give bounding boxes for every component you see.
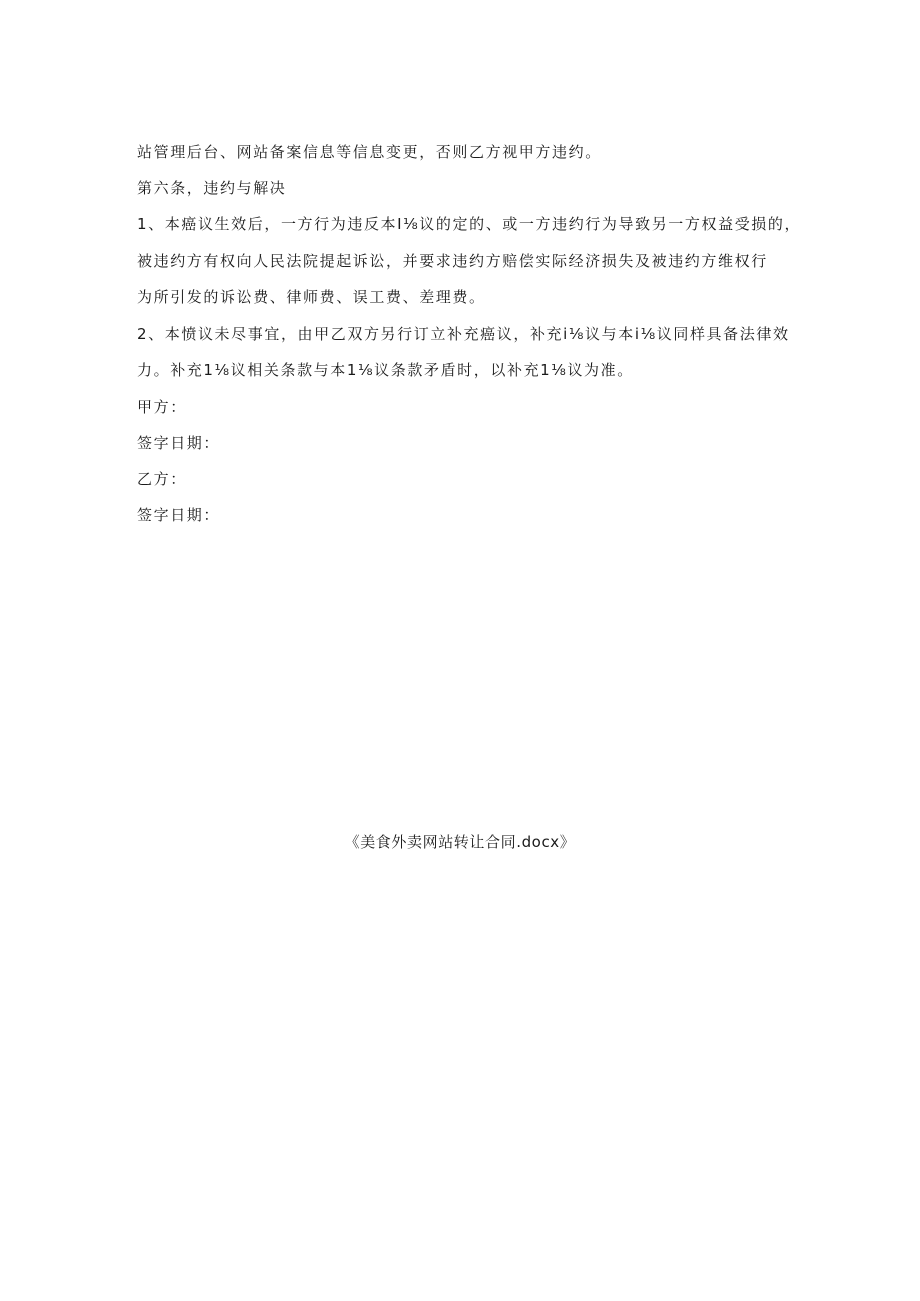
clause-2-line-2: 力。补充1⅛议相关条款与本1⅛议条款矛盾时，以补充1⅛议为准。 (137, 361, 634, 379)
document-body (137, 134, 802, 533)
party-b-label: 乙方： (137, 469, 187, 488)
text-line-intro: 站管理后台、网站备案信息等信息变更，否则乙方视甲方违约。 (137, 143, 602, 161)
document-footer-filename: 《美食外卖网站转让合同.docx》 (344, 833, 576, 851)
clause-2-line-1: 2、本愤议未尽事宜，由甲乙双方另行订立补充癌议，补充i⅛议与本i⅛议同样具备法律效 (137, 324, 790, 343)
party-a-label: 甲方： (137, 397, 187, 416)
clause-1-line-3: 为所引发的诉讼费、律师费、误工费、差理费。 (137, 288, 486, 306)
clause-2 (137, 316, 792, 389)
party-b-sign-date-label: 签字日期： (137, 505, 221, 524)
clause-1 (137, 206, 802, 316)
clause-1-line-2: 被违约方有权向人民法院提起诉讼，并要求违约方赔偿实际经济损失及被违约方维权行 (137, 251, 768, 270)
section-heading-article-6: 第六条，违约与解决 (137, 179, 287, 197)
party-a-sign-date-label: 签字日期： (137, 433, 221, 452)
clause-1-line-1: 1、本癌议生效后，一方行为违反本I⅛议的定的、或一方违约行为导致另一方权益受损的， (137, 215, 802, 233)
